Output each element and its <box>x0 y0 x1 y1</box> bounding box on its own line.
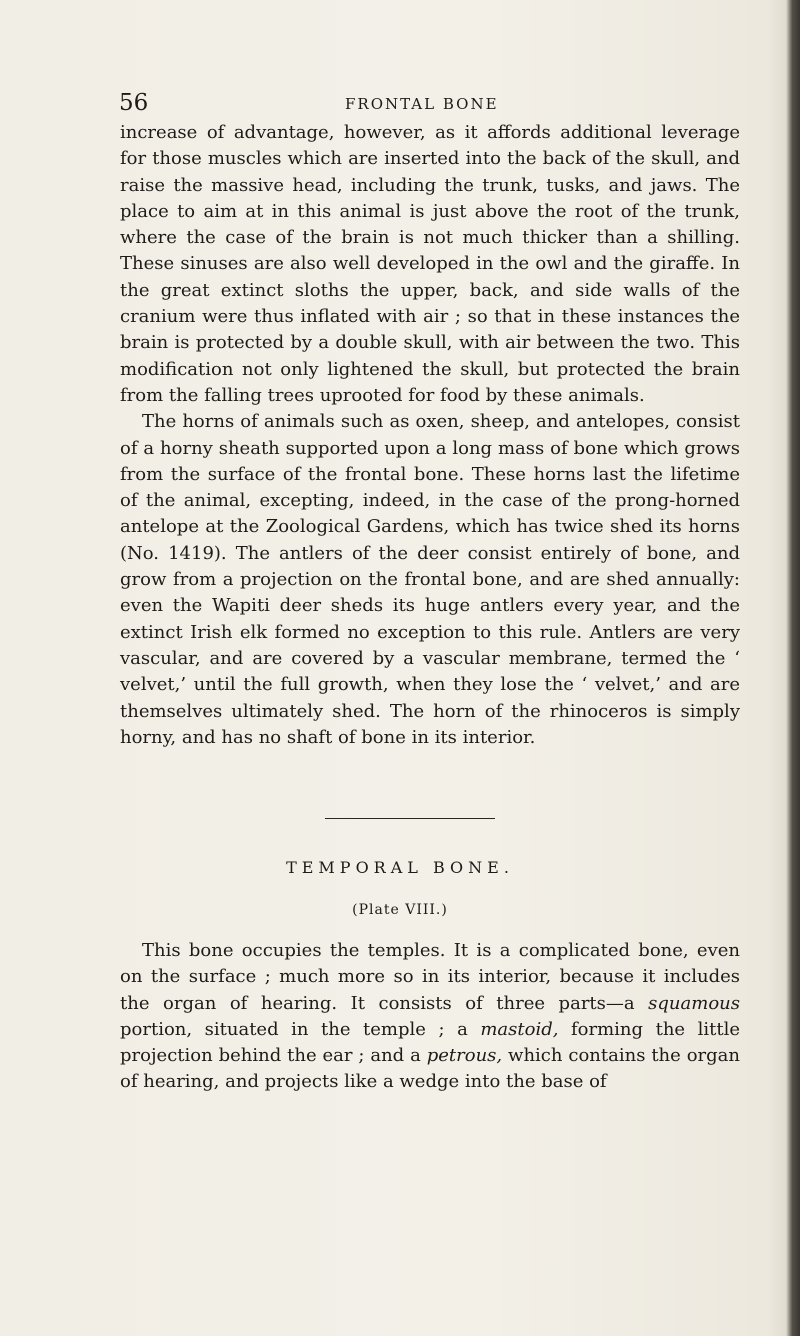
page-header <box>0 90 800 120</box>
temporal-bone-text <box>120 938 740 1096</box>
paragraph-temporal <box>120 938 740 1096</box>
section-title: TEMPORAL BONE. <box>286 858 514 877</box>
text-run: which contains the organ of hearing, and projects like a wedge into the base of <box>120 1045 740 1093</box>
text-run: forming the little projection behind the ear ; and a <box>120 1018 740 1067</box>
text-run: portion, situated in the temple ; a <box>120 1018 481 1040</box>
text-run: This bone occupies the temples. It is a complicated bone, even on the surface ; much more so in its interior, because it includes the organ of hearing. It consists of three parts—a <box>120 940 740 1014</box>
term-squamous: squamous <box>648 992 740 1014</box>
page-edge-shadow <box>786 0 800 1336</box>
running-head: FRONTAL BONE <box>345 95 499 113</box>
section-divider <box>325 818 495 819</box>
paragraph-horns: The horns of animals such as oxen, sheep, and antelopes, consist of a horny sheath supported upon a long mass of bone which grows from the surface of the frontal bone. These horns last the lifetime of the animal, excepting, indeed, in the case of the prong-horned antelope at the Zoological Gardens, which has twice shed its horns (No. 1419). The antlers of the deer consist entirely of bone, and grow from a projection on the frontal bone, and are shed annually: even the Wapiti deer sheds its huge antlers every year, and the extinct Irish elk formed no exception to this rule. Antlers are very vascular, and are covered by a vascular membrane, termed the ‘ velvet,’ until the full growth, when they lose the ‘ velvet,’ and are themselves ultimately shed. The horn of the rhinoceros is simply horny, and has no shaft of bone in its interior. <box>120 411 740 748</box>
page-number: 56 <box>119 90 149 116</box>
paragraph-sinuses: increase of advantage, however, as it affords additional leverage for those muscles which are inserted into the back of the skull, and raise the massive head, including the trunk, tusks, and jaws. The place to aim at in this animal is just above the root of the trunk, where the case of the brain is not much thicker than a shilling. These sinuses are also well developed in the owl and the giraffe. In the great extinct sloths the upper, back, and side walls of the cranium were thus inflated with air ; so that in these instances the brain is protected by a double skull, with air between the two. This modification not only lightened the skull, but protected the brain from the falling trees uprooted for food by these animals. <box>120 122 740 406</box>
plate-reference: (Plate VIII.) <box>352 902 448 918</box>
frontal-bone-text <box>120 120 740 751</box>
term-petrous: petrous, <box>426 1045 503 1067</box>
term-mastoid: mastoid, <box>480 1018 559 1040</box>
